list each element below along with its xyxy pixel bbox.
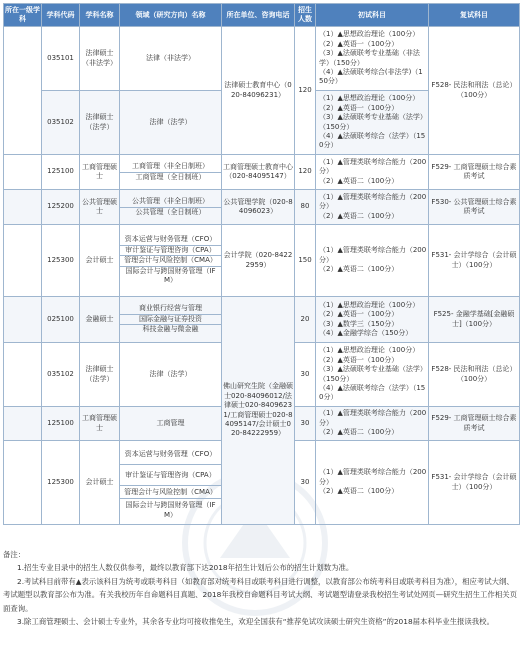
discipline-cell [4,343,42,407]
code-cell: 125100 [42,155,80,190]
discipline-cell [4,441,42,525]
retest-cell: F528- 民法和刑法（总论）（100分） [429,343,520,407]
table-row [4,190,520,225]
name-cell: 会计硕士 [80,441,120,525]
discipline-cell [4,225,42,297]
name-cell: 法律硕士（非法学） [80,27,120,91]
exam-cell: （1）▲管理类联考综合能力（200分） （2）▲英语二（100分） [316,155,429,190]
code-cell: 125200 [42,190,80,225]
retest-cell: F529- 工商管理硕士综合素质考试 [429,407,520,441]
field-cell: 商业银行经营与管理 国际金融与证券投资 科技金融与微金融 [120,297,222,343]
exam-cell: （1）▲思想政治理论（100分） （2）▲英语一（100分） （3）▲数学三（150分） （4）▲金融学综合（150分） [316,297,429,343]
table-header-row [4,4,520,27]
exam-cell: （1）▲思想政治理论（100分） （2）▲英语一（100分） （3）▲法硕联考专业基础（法学）（150分） （4）▲法硕联考综合（法学）（150分） [316,91,429,155]
code-cell: 035102 [42,343,80,407]
field-cell: 法律（非法学） [120,27,222,91]
name-cell: 会计硕士 [80,225,120,297]
retest-cell: F530- 公共管理硕士综合素质考试 [429,190,520,225]
code-cell: 035101 [42,27,80,91]
code-cell: 125100 [42,407,80,441]
retest-cell: F525- 金融学基础[金融硕士]（100分） [429,297,520,343]
name-cell: 法律硕士（法学） [80,343,120,407]
name-cell: 工商管理硕士 [80,155,120,190]
retest-cell: F531- 会计学综合（会计硕士）（100分） [429,225,520,297]
exam-cell: （1）▲管理类联考综合能力（200分） （2）▲英语二（100分） [316,407,429,441]
discipline-cell [4,27,42,155]
col-header-discipline: 所在一级学科 [4,4,42,27]
name-cell: 金融硕士 [80,297,120,343]
col-header-exam: 初试科目 [316,4,429,27]
exam-cell: （1）▲管理类联考综合能力（200分） （2）▲英语二（100分） [316,225,429,297]
field-cell: 资本运营与财务管理（CFO） 审计鉴证与管理咨询（CPA） 管理会计与风险控制（CMA） 国际会计与跨国财务管理（IFM） [120,441,222,525]
exam-cell: （1）▲管理类联考综合能力（200分） （2）▲英语二（100分） [316,190,429,225]
retest-cell: F528- 民法和刑法（总论）（100分） [429,27,520,155]
notes-title: 备注： [3,550,26,559]
retest-cell: F529- 工商管理硕士综合素质考试 [429,155,520,190]
note-3: 3.除工商管理硕士、会计硕士专业外，其余各专业均可接收推免生，欢迎全国获有“推荐免试攻读硕士研究生资格”的2018届本科毕业生报读我校。 [17,617,494,627]
discipline-cell [4,407,42,441]
quota-cell: 120 [295,27,316,155]
code-cell: 035102 [42,91,80,155]
field-cell: 法律（法学） [120,91,222,155]
exam-cell: （1）▲思想政治理论（100分） （2）▲英语一（100分） （3）▲法硕联考专业基础（非法学）（150分） （4）▲法硕联考综合(非法学)（150分） [316,27,429,91]
unit-cell: 会计学院（020-84222959） [222,225,295,297]
discipline-cell [4,155,42,190]
note-2: 2.考试科目前带有▲表示该科目为统考或联考科目（如教育部对统考科目或联考科目进行调整，以教育部公布统考科目或联考科目为准），相应考试大纲、考试题型以教育部公布为准。有关我校历年自命题科目真题、2018年我校自命题科目考试大纲、考试题型请登录我校招生考试处网页—研究生招生工作相关页面查询。 [3,576,517,613]
col-header-code: 学科代码 [42,4,80,27]
code-cell: 125300 [42,441,80,525]
code-cell: 025100 [42,297,80,343]
table-row [4,27,520,91]
retest-cell: F531- 会计学综合（会计硕士）（100分） [429,441,520,525]
discipline-cell [4,190,42,225]
col-header-name: 学科名称 [80,4,120,27]
quota-cell: 80 [295,190,316,225]
quota-cell: 30 [295,407,316,441]
field-cell: 工商管理 [120,407,222,441]
discipline-cell [4,297,42,343]
code-cell: 125300 [42,225,80,297]
table-row [4,297,520,343]
table-row [4,155,520,190]
quota-cell: 30 [295,343,316,407]
exam-cell: （1）▲思想政治理论（100分） （2）▲英语一（100分） （3）▲法硕联考专业基础（法学）（150分） （4）▲法硕联考综合（法学）（150分） [316,343,429,407]
note-1: 1.招生专业目录中的招生人数仅供参考，最终以教育部下达2018年招生计划后公布的招生计划数为准。 [17,563,354,573]
field-cell: 公共管理（非全日制班） 公共管理（全日制班） [120,190,222,225]
exam-cell: （1）▲管理类联考综合能力（200分） （2）▲英语二（100分） [316,441,429,525]
unit-cell: 佛山研究生院（金融硕士020-84096012/法律硕士020-84096231/工商管理硕士020-84095147/会计硕士020-84222959） [222,297,295,525]
admissions-table-wrapper [3,3,519,525]
unit-cell: 法律硕士教育中心（020-84096231） [222,27,295,155]
field-cell: 资本运营与财务管理（CFO） 审计鉴证与管理咨询（CPA） 管理会计与风险控制（CMA） 国际会计与跨国财务管理（IFM） [120,225,222,297]
field-cell: 法律（法学） [120,343,222,407]
col-header-quota: 招生人数 [295,4,316,27]
col-header-unit: 所在单位、咨询电话 [222,4,295,27]
name-cell: 工商管理硕士 [80,407,120,441]
quota-cell: 150 [295,225,316,297]
admissions-table [3,3,520,525]
field-cell: 工商管理（非全日制班） 工商管理（全日制班） [120,155,222,190]
notes-section [3,548,518,628]
col-header-retest: 复试科目 [429,4,520,27]
quota-cell: 30 [295,441,316,525]
col-header-field: 领域（研究方向）名称 [120,4,222,27]
quota-cell: 120 [295,155,316,190]
name-cell: 公共管理硕士 [80,190,120,225]
unit-cell: 工商管理硕士教育中心（020-84095147） [222,155,295,190]
table-row [4,225,520,297]
quota-cell: 20 [295,297,316,343]
unit-cell: 公共管理学院（020-84096023） [222,190,295,225]
name-cell: 法律硕士（法学） [80,91,120,155]
